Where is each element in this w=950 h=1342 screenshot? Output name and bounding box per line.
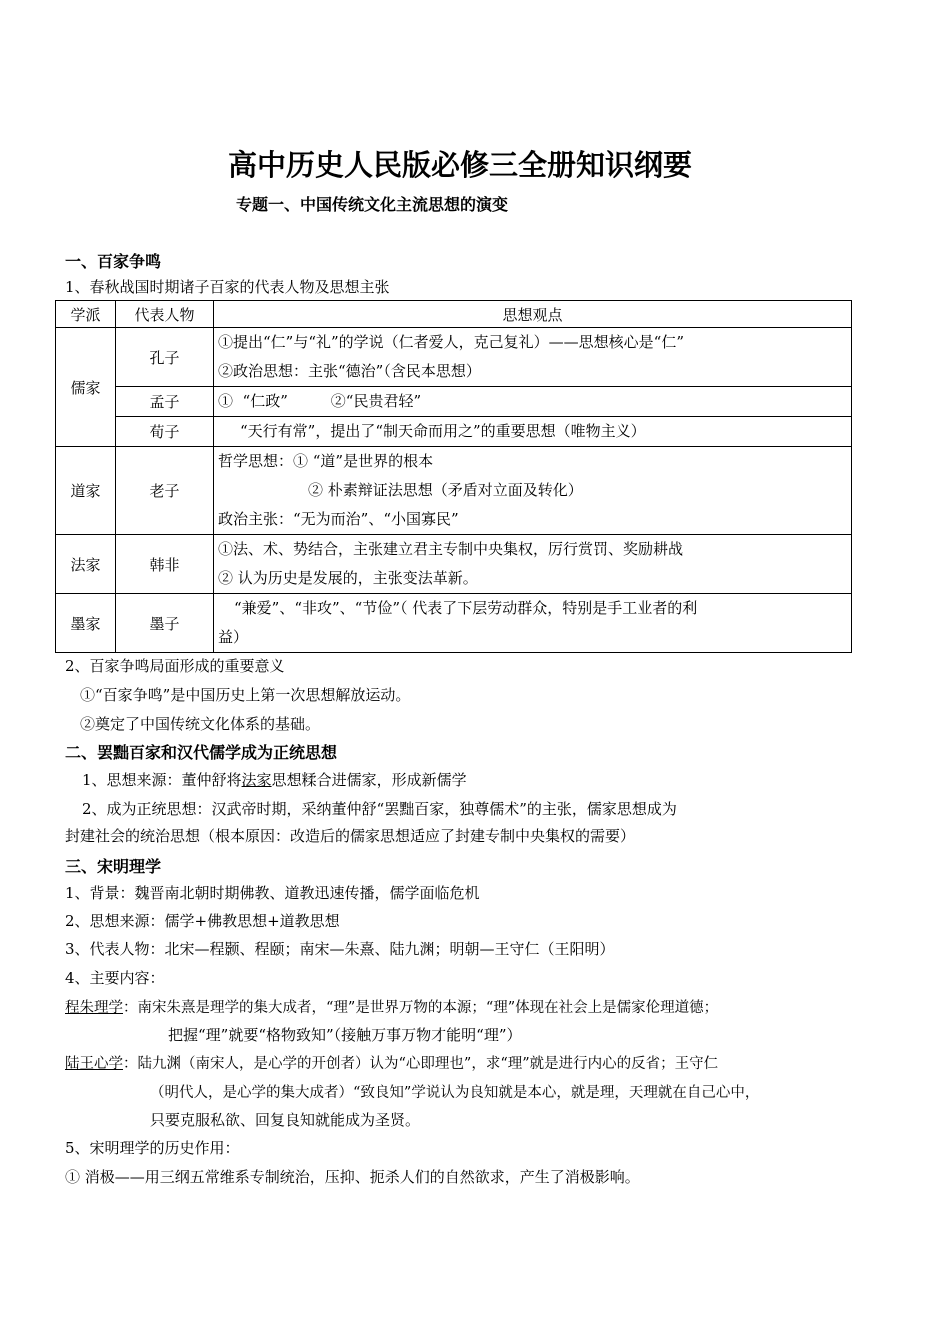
section2-line1-pre: 1、思想来源：董仲舒将 xyxy=(82,771,242,789)
table-header-person: 代表人物 xyxy=(116,301,214,328)
section-heading-3: 三、宋明理学 xyxy=(65,857,162,876)
thought-cell: ① “仁政” ②“民贵君轻” xyxy=(214,387,852,417)
section-heading-2: 二、罢黜百家和汉代儒学成为正统思想 xyxy=(65,743,338,762)
school-cell: 道家 xyxy=(56,447,116,535)
section3-line5: 5、宋明理学的历史作用： xyxy=(65,1139,240,1157)
thought-cell: “天行有常”，提出了“制天命而用之”的重要思想（唯物主义） xyxy=(214,417,852,447)
chengzhu-line1 xyxy=(65,996,718,1017)
table-row xyxy=(56,447,852,535)
thought-line: “兼爱”、“非攻”、“节俭”（ 代表了下层劳动群众，特别是手工业者的利 xyxy=(234,599,698,617)
document-title: 高中历史人民版必修三全册知识纲要 xyxy=(227,148,692,182)
luwang-line1 xyxy=(65,1052,718,1073)
table-row xyxy=(56,535,852,594)
section1-item2-a: ①“百家争鸣”是中国历史上第一次思想解放运动。 xyxy=(80,686,411,704)
thought-line: ② 朴素辩证法思想（矛盾对立面及转化） xyxy=(308,481,583,499)
person-cell: 孟子 xyxy=(116,387,214,417)
person-cell: 孔子 xyxy=(116,328,214,387)
chengzhu-label: 程朱理学 xyxy=(65,1000,123,1016)
thought-line: 哲学思想：① “道”是世界的根本 xyxy=(218,452,434,470)
person-cell: 老子 xyxy=(116,447,214,535)
person-cell: 韩非 xyxy=(116,535,214,594)
chengzhu-text: ：南宋朱熹是理学的集大成者，“理”是世界万物的本源；“理”体现在社会上是儒家伦理道德； xyxy=(123,1000,719,1016)
luwang-label: 陆王心学 xyxy=(65,1056,123,1072)
thought-line: ②政治思想：主张“德治”（含民本思想） xyxy=(218,362,481,380)
thought-line: ①法、术、势结合，主张建立君主专制中央集权，厉行赏罚、奖励耕战 xyxy=(218,540,684,558)
luwang-text: ：陆九渊（南宋人，是心学的开创者）认为“心即理也”，求“理”就是进行内心的反省；王守仁 xyxy=(123,1056,719,1072)
table-row xyxy=(56,594,852,653)
thought-cell xyxy=(214,447,852,535)
thought-cell xyxy=(214,594,852,653)
table-header-school: 学派 xyxy=(56,301,116,328)
table-row xyxy=(56,387,852,417)
section-heading-1: 一、百家争鸣 xyxy=(65,252,162,271)
thought-cell xyxy=(214,328,852,387)
luwang-line2: （明代人，是心学的集大成者）“致良知”学说认为良知就是本心，就是理，天理就在自己心中， xyxy=(150,1085,760,1101)
section3-line6: ① 消极——用三纲五常维系专制统治，压抑、扼杀人们的自然欲求，产生了消极影响。 xyxy=(65,1168,640,1186)
section1-item1: 1、春秋战国时期诸子百家的代表人物及思想主张 xyxy=(65,278,390,296)
chengzhu-line2: 把握“理”就要“格物致知”（接触万事万物才能明“理”） xyxy=(168,1026,522,1044)
table-header-thought: 思想观点 xyxy=(214,301,852,328)
section2-line2: 2、成为正统思想：汉武帝时期，采纳董仲舒“罢黜百家，独尊儒术”的主张，儒家思想成为 xyxy=(82,800,677,818)
section2-line1 xyxy=(82,769,467,790)
thought-line: ② 认为历史是发展的，主张变法革新。 xyxy=(218,569,478,587)
table-row xyxy=(56,417,852,447)
section2-line3: 封建社会的统治思想（根本原因：改造后的儒家思想适应了封建专制中央集权的需要） xyxy=(65,827,636,845)
section3-line1: 1、背景：魏晋南北朝时期佛教、道教迅速传播，儒学面临危机 xyxy=(65,884,480,902)
section3-line2: 2、思想来源：儒学+佛教思想+道教思想 xyxy=(65,912,340,930)
luwang-line3: 只要克服私欲、回复良知就能成为圣贤。 xyxy=(150,1111,421,1129)
thought-line: 益） xyxy=(218,628,249,646)
document-subtitle: 专题一、中国传统文化主流思想的演变 xyxy=(236,195,509,214)
thought-line: ①提出“仁”与“礼”的学说（仁者爱人，克己复礼）——思想核心是“仁” xyxy=(218,333,685,351)
thought-cell xyxy=(214,535,852,594)
person-cell: 荀子 xyxy=(116,417,214,447)
person-cell: 墨子 xyxy=(116,594,214,653)
thought-line: 政治主张：“无为而治”、“小国寡民” xyxy=(218,510,459,528)
schools-table xyxy=(55,300,852,653)
section1-item2-b: ②奠定了中国传统文化体系的基础。 xyxy=(80,715,321,733)
underlined-term: 法家 xyxy=(241,771,272,789)
school-cell: 法家 xyxy=(56,535,116,594)
table-row xyxy=(56,328,852,387)
school-cell: 墨家 xyxy=(56,594,116,653)
section1-item2: 2、百家争鸣局面形成的重要意义 xyxy=(65,657,285,675)
section2-line1-post: 思想糅合进儒家，形成新儒学 xyxy=(271,771,467,789)
school-cell: 儒家 xyxy=(56,328,116,447)
table-header-row xyxy=(56,301,852,328)
section3-line4: 4、主要内容： xyxy=(65,969,165,987)
section3-line3: 3、代表人物：北宋—程颢、程颐；南宋—朱熹、陆九渊；明朝—王守仁（王阳明） xyxy=(65,940,615,958)
